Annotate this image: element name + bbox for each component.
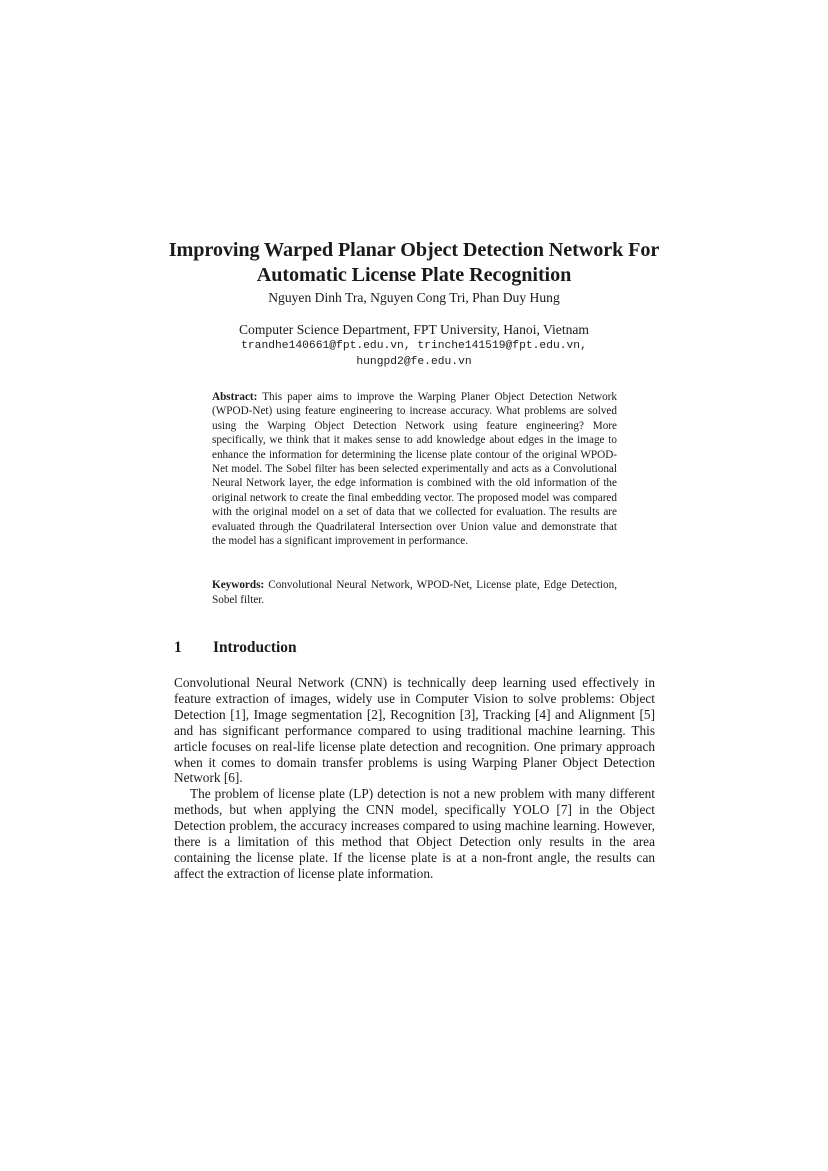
email-line-1: trandhe140661@fpt.edu.vn, trinche141519@fpt.edu.vn, — [241, 340, 587, 352]
keywords-label: Keywords: — [212, 579, 265, 591]
abstract-label: Abstract: — [212, 391, 258, 403]
author-emails — [150, 338, 678, 370]
section-number: 1 — [174, 639, 182, 656]
paragraph: The problem of license plate (LP) detection is not a new problem with many different methods, but when applying the CNN model, specifically YOLO [7] in the Object Detection problem, the accuracy increases compared to using machine learning. However, there is a limitation of this method that Object Detection only results in the area containing the license plate. If the license plate is at a non-front angle, the results can affect the extraction of license plate information. — [174, 786, 655, 881]
introduction-body — [174, 675, 655, 882]
section-title: Introduction — [213, 639, 297, 656]
section-heading — [174, 638, 654, 658]
abstract — [212, 390, 617, 548]
paper-title: Improving Warped Planar Object Detection Network For Automatic License Plate Recognition — [168, 239, 660, 286]
author-list: Nguyen Dinh Tra, Nguyen Cong Tri, Phan Duy Hung — [268, 290, 560, 305]
keywords-text: Convolutional Neural Network, WPOD-Net, License plate, Edge Detection, Sobel filter. — [212, 579, 618, 606]
keywords — [212, 578, 617, 607]
affiliation: Computer Science Department, FPT University, Hanoi, Vietnam — [238, 322, 590, 337]
paragraph: Convolutional Neural Network (CNN) is technically deep learning used effectively in feature extraction of images, widely use in Computer Vision to solve problems: Object Detection [1], Image segmentation [2], Recognition [3], Tracking [4] and Alignment [5] and has significant performance compared to using traditional machine learning. This article focuses on real-life license plate detection and recognition. One primary approach when it comes to domain transfer problems is using Warping Planer Object Detection Network [6]. — [174, 675, 655, 786]
abstract-text: This paper aims to improve the Warping Planer Object Detection Network (WPOD-Net) using feature engineering to increase accuracy. What problems are solved using the Warping Object Detection Network using feature engineering? More specifically, we think that it makes sense to add knowledge about edges in the image to enhance the information for determining the license plate contour of the original WPOD-Net model. The Sobel filter has been selected experimentally and acts as a Convolutional Neural Network layer, the edge information is combined with the old information of the original network to create the final embedding vector. The proposed model was compared with the original model on a set of data that we collected for evaluation. The results are evaluated through the Quadrilateral Intersection over Union value and demonstrate that the model has a significant improvement in performance. — [212, 391, 617, 548]
email-line-2: hungpd2@fe.edu.vn — [356, 356, 472, 368]
